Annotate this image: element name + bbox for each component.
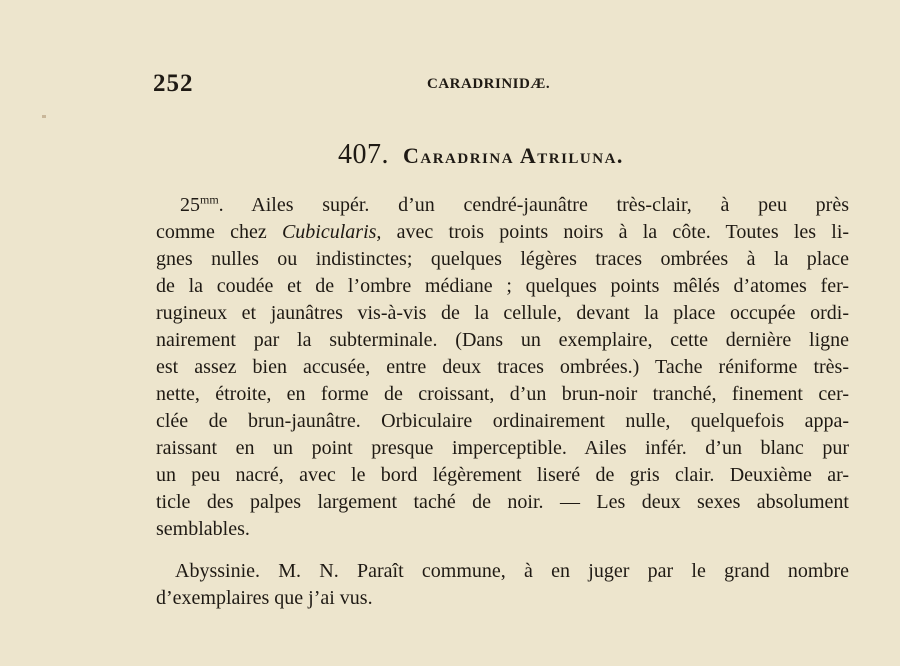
description-line: nairement par la subterminale. (Dans un exemplaire, cette dernière ligne [156,329,849,351]
description-line: comme chez Cubicularis, avec trois points noirs à la côte. Toutes les li- [156,221,850,243]
size-unit: mm [200,192,219,207]
description-line: est assez bien accusée, entre deux traces ombrées.) Tache réniforme très- [156,356,849,378]
species-name: Caradrina Atriluna. [403,143,624,168]
description-line: un peu nacré, avec le bord légèrement liseré de gris clair. Deuxième ar- [156,464,849,486]
description-line: gnes nulles ou indistinctes; quelques légères traces ombrées à la place [156,248,849,270]
description-line: ticle des palpes largement taché de noir. — Les deux sexes absolument [156,491,849,513]
description-line: de la coudée et de l’ombre médiane ; quelques points mêlés d’atomes fer- [156,275,849,297]
description-line: raissant en un point presque imperceptible. Ailes infér. d’un blanc pur [156,437,849,459]
description-line: semblables. [156,518,250,540]
running-title: CARADRINIDÆ. [427,76,551,92]
description-line: clée de brun-jaunâtre. Orbiculaire ordinairement nulle, quelquefois appa- [156,410,849,432]
species-heading [338,139,624,171]
description-line: nette, étroite, en forme de croissant, d’un brun-noir tranché, finement cer- [156,383,849,405]
distribution-line: d’exemplaires que j’ai vus. [156,587,373,609]
paper-speck [42,115,46,118]
description-line: rugineux et jaunâtres vis-à-vis de la cellule, devant la place occupée ordi- [156,302,849,324]
page-number: 252 [153,70,194,97]
species-reference: Cubicularis, [281,221,382,243]
distribution-line: Abyssinie. M. N. Paraît commune, à en juger par le grand nombre [175,560,849,582]
size-value: 25 [180,194,200,216]
description-line: $25^{mm}$. Ailes supér. d’un cendré-jaunâtre très-clair, à peu près [180,192,849,216]
species-number: 407. [338,139,389,170]
